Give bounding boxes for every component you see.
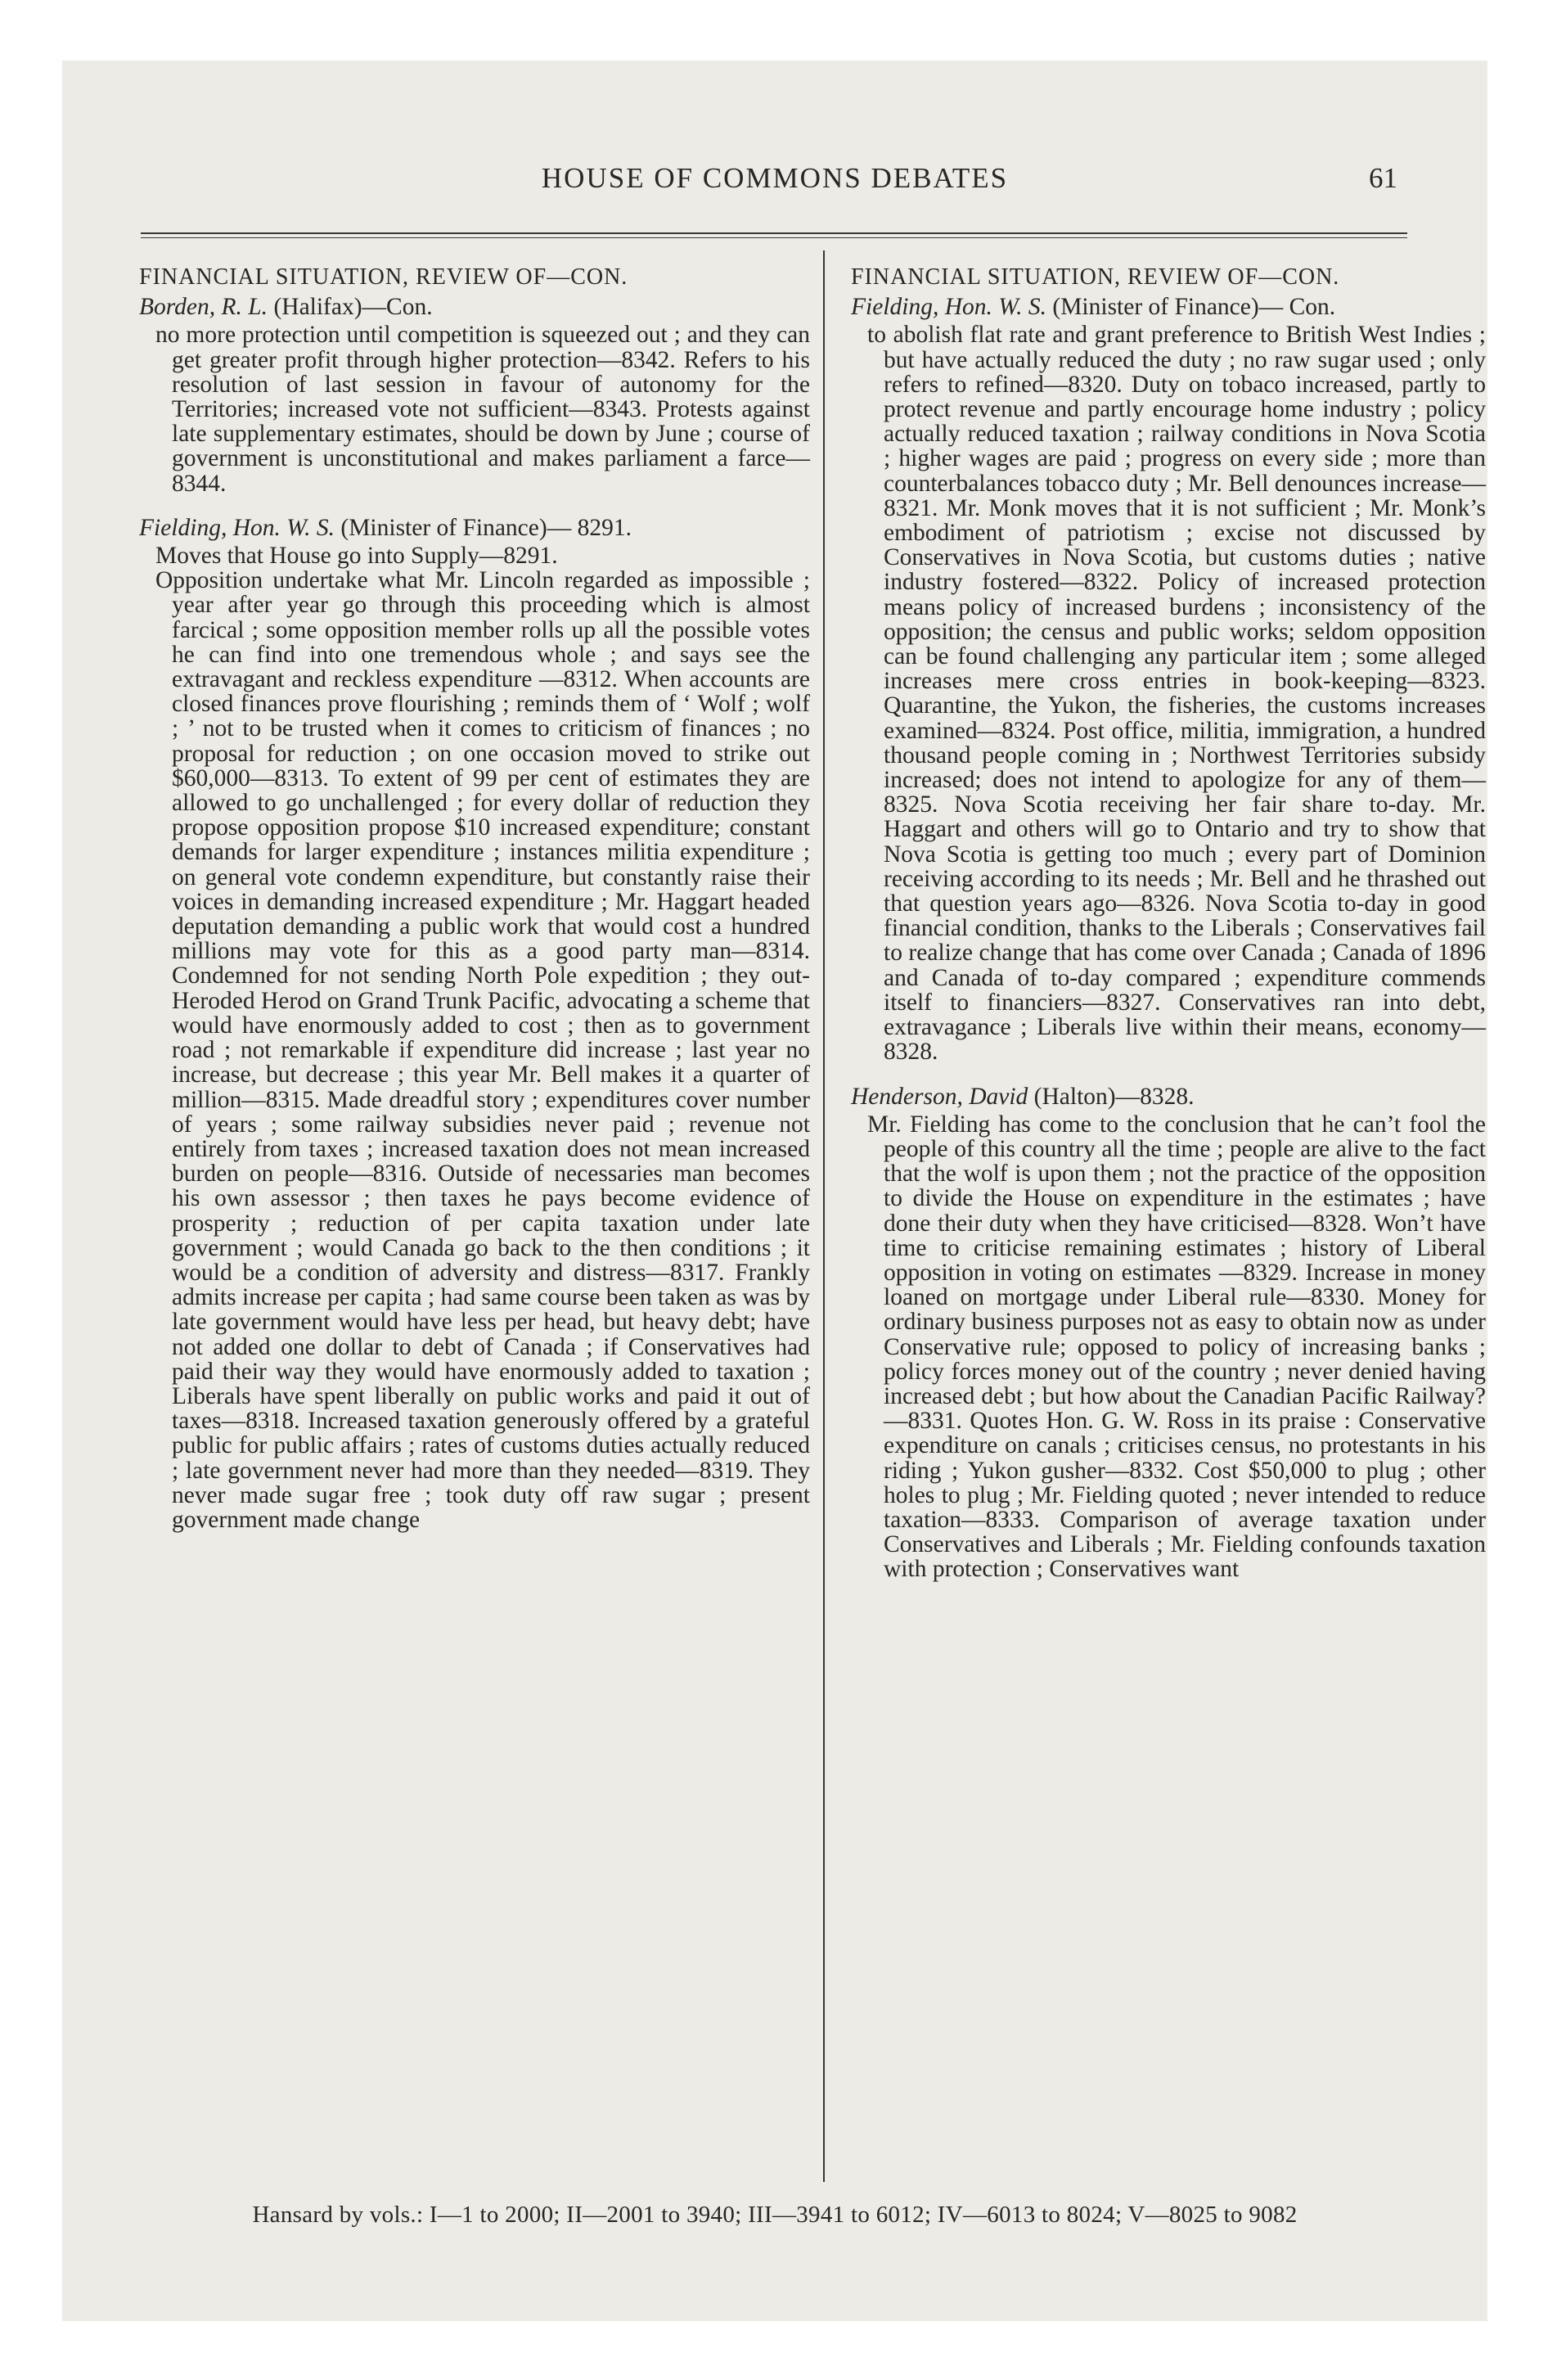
column-divider (823, 250, 825, 2182)
document-page (62, 61, 1487, 2321)
speech-summary: Opposition undertake what Mr. Lincoln regarded as impossible ; year after year go through this proceeding which is almost farcical ; some opposition member rolls up all the possible votes he can find into one tremendous whole ; and says see the extravagant and reckless expenditure —8312. When accounts are closed finances prove flourishing ; reminds them of ‘ Wolf ; wolf ; ’ not to be trusted when it comes to criticism of finances ; no proposal for reduction ; on one occasion moved to strike out $60,000—8313. To extent of 99 per cent of estimates they are allowed to go unchallenged ; for every dollar of reduction they propose opposition propose $10 increased expenditure; constant demands for larger expenditure ; instances militia expenditure ; on general vote condemn expenditure, but constantly raise their voices in demanding increased expenditure ; Mr. Haggart headed deputation demanding a public work that would cost a hundred millions may vote for this as a good party man—8314. Condemned for not sending North Pole expedition ; they out-Heroded Herod on Grand Trunk Pacific, advocating a scheme that would have enormously added to cost ; then as to government road ; not remarkable if expenditure did increase ; last year no increase, but decrease ; this year Mr. Bell makes it a quarter of million—8315. Made dreadful story ; expenditures cover number of years ; some railway subsidies never paid ; revenue not entirely from taxes ; increased taxation does not mean increased burden on people—8316. Outside of necessaries man becomes his own assessor ; then taxes he pays become evidence of prosperity ; reduction of per capita taxation under late government ; would Canada go back to the then conditions ; it would be a condition of adversity and distress—8317. Frankly admits increase per capita ; had same course been taken as was by late government would have less per head, but heavy debt; have not added one dollar to debt of Canada ; if Conservatives had paid their way they would have enormously added to taxation ; Liberals have spent liberally on public works and paid it out of taxes—8318. Increased taxation generously offered by a grateful public for public affairs ; rates of customs duties actually reduced ; late government never had more than they needed—8319. They never made sugar free ; took duty off raw sugar ; present government made change (155, 567, 810, 1533)
section-heading: FINANCIAL SITUATION, REVIEW OF—CON. (139, 264, 628, 290)
speech-summary: Mr. Fielding has come to the conclusion that he can’t fool the people of this country all the time ; people are alive to the fact that the wolf is upon them ; not the practice of the opposition to divide the House on expenditure in the estimates ; have done their duty when they have criticised—8328. Won’t have time to criticise remaining estimates ; history of Liberal opposition in voting on estimates —8329. Increase in money loaned on mortgage under Liberal rule—8330. Money for ordinary business purposes not as easy to obtain now as under Conservative rule; opposed to policy of increasing banks ; policy forces money out of the country ; never denied having increased debt ; but how about the Canadian Pacific Railway? —8331. Quotes Hon. G. W. Ross in its praise : Conservative expenditure on canals ; criticises census, no protestants in his riding ; Yukon gusher—8332. Cost $50,000 to plug ; other holes to plug ; Mr. Fielding quoted ; never intended to reduce taxation—8333. Comparison of average taxation under Conservatives and Liberals ; Mr. Fielding confounds taxation with protection ; Conservatives want (867, 1111, 1486, 1583)
speech-line: Moves that House go into Supply—8291. (155, 543, 558, 570)
speech-summary: no more protection until competition is squeezed out ; and they can get greater profit through higher protection—8342. Refers to his resolution of last session in favour of autonomy for the Territories; increased vote not sufficient—8343. Protests against late supplementary estimates, should be down by June ; course of government is unconstitutional and makes parliament a farce—8344. (155, 322, 810, 497)
speaker-name: Henderson, David (851, 1083, 1028, 1110)
page-number: 61 (1369, 162, 1397, 194)
right-column (851, 265, 1486, 1582)
speaker-riding: (Halifax)—Con. (273, 294, 433, 321)
section-heading: FINANCIAL SITUATION, REVIEW OF—CON. (851, 264, 1340, 290)
speaker-entry (851, 295, 1486, 319)
left-column (139, 265, 810, 1532)
speaker-entry (139, 516, 810, 540)
speaker-riding: (Halton)—8328. (1033, 1083, 1195, 1110)
speaker-name: Fielding, Hon. W. S. (851, 294, 1046, 321)
speaker-entry (851, 1084, 1486, 1109)
speaker-name: Fielding, Hon. W. S. (139, 514, 335, 541)
page-title: HOUSE OF COMMONS DEBATES (541, 162, 1009, 194)
speaker-name: Borden, R. L. (139, 294, 268, 321)
page-header (62, 157, 1487, 206)
page-footer: Hansard by vols.: I—1 to 2000; II—2001 to 3940; III—3941 to 6012; IV—6013 to 8024; V—8025 to 9082 (252, 2202, 1298, 2228)
speaker-entry (139, 295, 810, 319)
speaker-riding: (Minister of Finance)— Con. (1052, 294, 1336, 321)
speech-summary: to abolish flat rate and grant preference to British West Indies ; but have actually reduced the duty ; no raw sugar used ; only refers to refined—8320. Duty on tobaco increased, partly to protect revenue and partly encourage home industry ; policy actually reduced taxation ; railway conditions in Nova Scotia ; higher wages are paid ; progress on every side ; more than counterbalances tobacco duty ; Mr. Bell denounces increase—8321. Mr. Monk moves that it is not sufficient ; Mr. Monk’s embodiment of patriotism ; excise not discussed by Conservatives in Nova Scotia, but customs duties ; native industry fostered—8322. Policy of increased protection means policy of increased burdens ; inconsistency of the opposition; the census and public works; seldom opposition can be found challenging any particular item ; some alleged increases mere cross entries in book-keeping—8323. Quarantine, the Yukon, the fisheries, the customs increases examined—8324. Post office, militia, immigration, a hundred thousand people coming in ; Northwest Territories subsidy increased; does not intend to apologize for any of them— 8325. Nova Scotia receiving her fair share to-day. Mr. Haggart and others will go to Ontario and try to show that Nova Scotia is getting too much ; every part of Dominion receiving according to its needs ; Mr. Bell and he thrashed out that question years ago—8326. Nova Scotia to-day in good financial condition, thanks to the Liberals ; Conservatives fail to realize change that has come over Canada ; Canada of 1896 and Canada of to-day compared ; expenditure commends itself to financiers—8327. Conservatives ran into debt, extravagance ; Liberals live within their means, economy—8328. (867, 322, 1486, 1066)
header-rule (141, 232, 1407, 238)
speaker-riding: (Minister of Finance)— 8291. (340, 514, 632, 541)
